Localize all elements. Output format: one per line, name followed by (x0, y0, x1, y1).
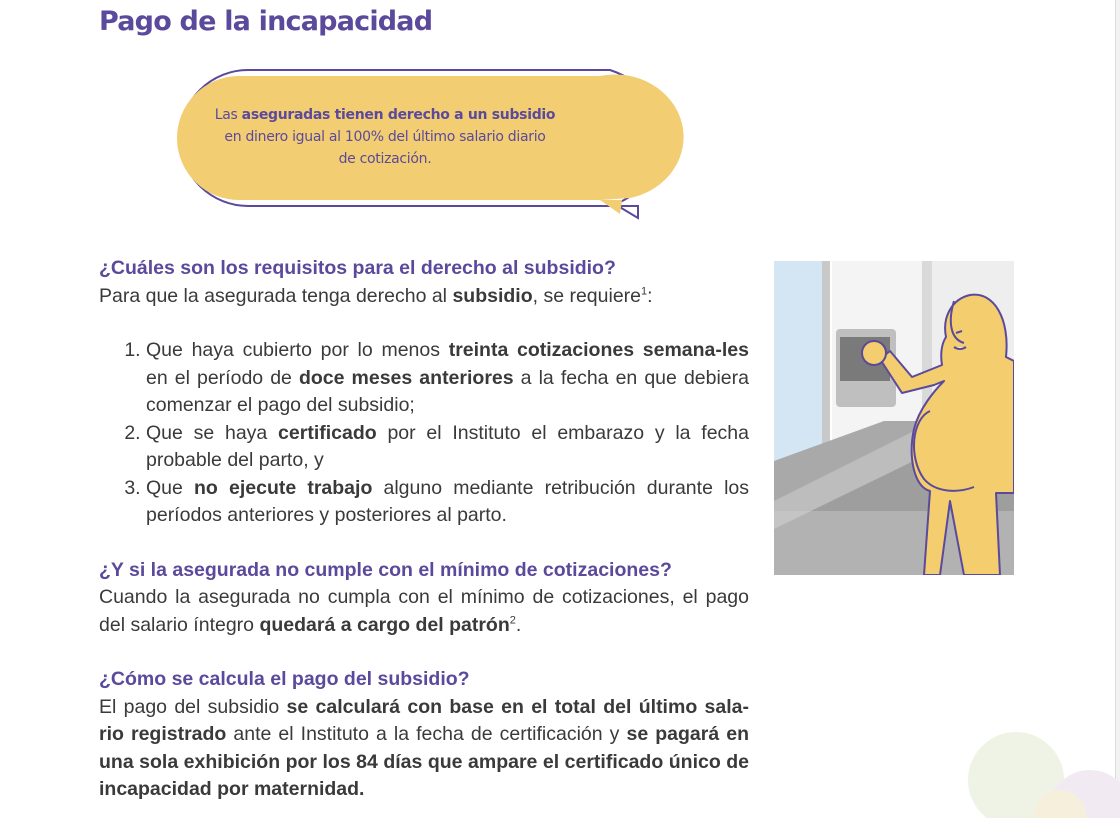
bubble-line3: de cotización. (338, 151, 432, 167)
section2-text (99, 584, 749, 639)
page-edge (1115, 0, 1120, 818)
section2-question: ¿Y si la asegurada no cumple con el mínimo de cotizaciones? (99, 558, 672, 581)
section1-intro (99, 283, 749, 311)
section2-text-b: quedará a cargo del patrón (259, 613, 510, 636)
intro-text-d: : (647, 284, 653, 307)
list-item (146, 337, 749, 420)
section3-text-a: El pago del subsidio (99, 695, 287, 718)
item3-b: no ejecute trabajo (194, 476, 373, 499)
section3-text-c: ante el Instituto a la fecha de certificación y (226, 723, 627, 745)
intro-text-a: Para que la asegurada tenga derecho al (99, 284, 453, 307)
list-item (146, 420, 749, 475)
bubble-line1-a: Las (214, 107, 242, 123)
section3-question: ¿Cómo se calcula el pago del subsidio? (99, 668, 470, 690)
section2-text-a: Cuando la asegurada no cumpla con el mínimo de cotizaciones, el pago del salario íntegro (99, 586, 749, 636)
footnote-ref-2: 2 (509, 614, 516, 626)
spacer (99, 639, 749, 666)
item1-e: a la fecha en que debiera comenzar el pago del subsidio; (146, 366, 749, 416)
item3-c: alguno mediante retribución durante los períodos anteriores y posteriores al parto. (146, 476, 749, 526)
section1-question: ¿Cuáles son los requisitos para el derecho al subsidio? (99, 257, 616, 279)
item3-a: Que (146, 476, 195, 499)
pregnant-woman-at-window-illustration (774, 261, 1014, 575)
item1-b: treinta cotizaciones semana-les (448, 339, 749, 361)
intro-text-c: , se requiere (532, 284, 642, 307)
section3-text-b: se calculará con base en el total del último sala-rio registrado (99, 695, 749, 745)
section2-text-c: . (515, 613, 522, 636)
list-item (146, 475, 749, 530)
bubble-text (210, 104, 560, 170)
item1-d: doce meses anteriores (298, 366, 514, 389)
intro-text-b: subsidio (452, 284, 533, 307)
section3-text (99, 694, 749, 804)
item2-c: por el Instituto el embarazo y la fecha probable del parto, y (146, 421, 749, 471)
item1-a: Que haya cubierto por lo menos (146, 339, 449, 361)
main-content (99, 255, 749, 804)
item2-b: certificado (278, 421, 377, 444)
bubble-line2: en dinero igual al 100% del último salario diario (224, 129, 546, 145)
item2-a: Que se haya (146, 421, 279, 444)
bubble-line1-b: aseguradas tienen derecho a un subsidio (241, 107, 556, 123)
page-title: Pago de la incapacidad (99, 6, 433, 37)
highlight-bubble (160, 66, 700, 226)
section3-text-d: se pagará en una sola exhibición por los 84 días que ampare el certificado único de incapacidad por maternidad. (99, 723, 749, 800)
requirements-list (99, 337, 749, 530)
footnote-ref-1: 1 (641, 285, 648, 297)
decorative-circles (940, 720, 1120, 818)
item1-c: en el período de (146, 366, 299, 389)
